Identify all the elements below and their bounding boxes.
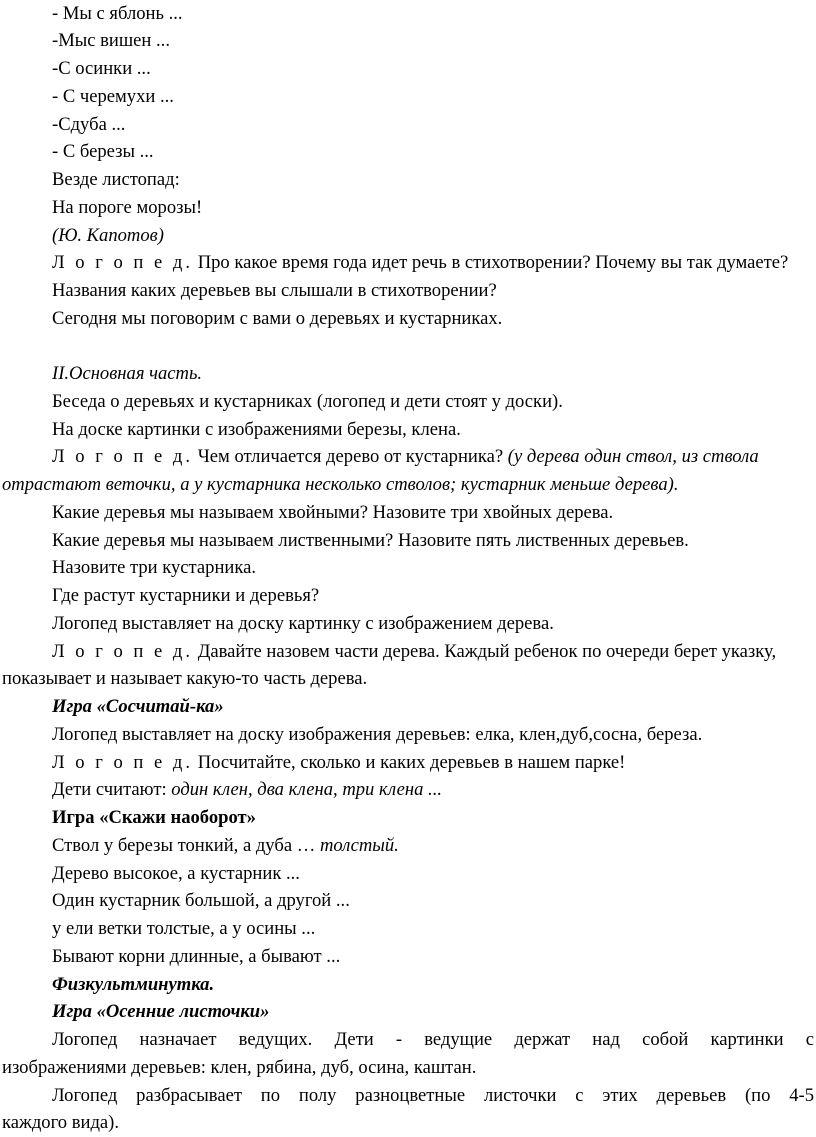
game-title: Игра «Скажи наоборот» bbox=[52, 807, 256, 828]
paragraph-italic: (у дерева один ствол, из ствола bbox=[503, 446, 759, 467]
paragraph: Беседа о деревьях и кустарниках (логопед и дети стоят у доски). bbox=[52, 391, 563, 412]
poem-line: - С черемухи ... bbox=[52, 86, 174, 107]
paragraph-italic: толстый. bbox=[319, 835, 399, 856]
paragraph: Логопед выставляет на доску картинку с изображением дерева. bbox=[52, 613, 554, 634]
paragraph-continuation: отрастают веточки, а у кустарника несколько стволов; кустарник меньше дерева). bbox=[2, 474, 679, 495]
poem-line: - С березы ... bbox=[52, 141, 154, 162]
paragraph bbox=[52, 640, 776, 664]
fizminutka-heading: Физкультминутка. bbox=[52, 974, 215, 995]
intro-statement: Сегодня мы поговорим с вами о деревьях и кустарниках. bbox=[52, 308, 503, 329]
paragraph: Один кустарник большой, а другой ... bbox=[52, 890, 350, 911]
paragraph: Назовите три кустарника. bbox=[52, 557, 256, 578]
poem-line: Везде листопад: bbox=[52, 169, 180, 190]
paragraph-text: Дети считают: bbox=[52, 779, 172, 800]
section-heading: II.Основная часть. bbox=[52, 363, 203, 384]
speaker-label: Л о г о п е д. bbox=[52, 446, 194, 467]
paragraph-text: Ствол у березы тонкий, а дуба … bbox=[52, 835, 320, 856]
paragraph-text: Чем отличается дерево от кустарника? bbox=[193, 446, 504, 467]
paragraph bbox=[52, 834, 399, 858]
paragraph bbox=[52, 778, 442, 802]
paragraph: Логопед разбрасывает по полу разноцветные листочки с этих деревьев (по 4-5 bbox=[52, 1085, 814, 1106]
paragraph: Какие деревья мы называем лиственными? Назовите пять лиственных деревьев. bbox=[52, 530, 689, 551]
game-title: Игра «Осенние листочки» bbox=[52, 1001, 270, 1022]
poem-line: - Мы с яблонь ... bbox=[52, 3, 183, 24]
paragraph: у ели ветки толстые, а у осины ... bbox=[52, 918, 316, 939]
poem-line: -С осинки ... bbox=[52, 58, 151, 79]
paragraph: Какие деревья мы называем хвойными? Назовите три хвойных дерева. bbox=[52, 502, 614, 523]
intro-question-2: Названия каких деревьев вы слышали в стихотворении? bbox=[52, 280, 497, 301]
paragraph: Дерево высокое, а кустарник ... bbox=[52, 863, 300, 884]
paragraph-continuation: каждого вида). bbox=[2, 1112, 120, 1133]
game-title: Игра «Сосчитай-ка» bbox=[52, 696, 224, 717]
poem-line: -Сдуба ... bbox=[52, 114, 126, 135]
poem-line: -Мыс вишен ... bbox=[52, 30, 170, 51]
paragraph: На доске картинки с изображениями березы, клена. bbox=[52, 419, 461, 440]
paragraph-text: Посчитайте, сколько и каких деревьев в нашем парке! bbox=[193, 752, 626, 773]
paragraph-continuation: изображениями деревьев: клен, рябина, дуб, осина, каштан. bbox=[2, 1057, 477, 1078]
paragraph: Логопед выставляет на доску изображения деревьев: елка, клен,дуб,сосна, береза. bbox=[52, 724, 703, 745]
paragraph bbox=[52, 751, 625, 775]
speaker-label: Л о г о п е д. bbox=[52, 641, 194, 662]
intro-text: Про какое время года идет речь в стихотворении? Почему вы так думаете? bbox=[193, 252, 789, 273]
speaker-label: Л о г о п е д. bbox=[52, 252, 194, 273]
paragraph: Логопед назначает ведущих. Дети - ведущие держат над собой картинки с bbox=[52, 1029, 814, 1050]
poem-line: На пороге морозы! bbox=[52, 197, 203, 218]
paragraph-italic: один клен, два клена, три клена ... bbox=[171, 779, 442, 800]
paragraph-continuation: показывает и называет какую-то часть дерева. bbox=[2, 668, 368, 689]
paragraph: Бывают корни длинные, а бывают ... bbox=[52, 946, 341, 967]
speaker-label: Л о г о п е д. bbox=[52, 752, 194, 773]
paragraph: Где растут кустарники и деревья? bbox=[52, 585, 320, 606]
intro-question-1 bbox=[52, 251, 788, 275]
poem-author: (Ю. Капотов) bbox=[52, 225, 164, 246]
paragraph bbox=[52, 445, 759, 469]
paragraph-text: Давайте назовем части дерева. Каждый ребенок по очереди берет указку, bbox=[193, 641, 777, 662]
